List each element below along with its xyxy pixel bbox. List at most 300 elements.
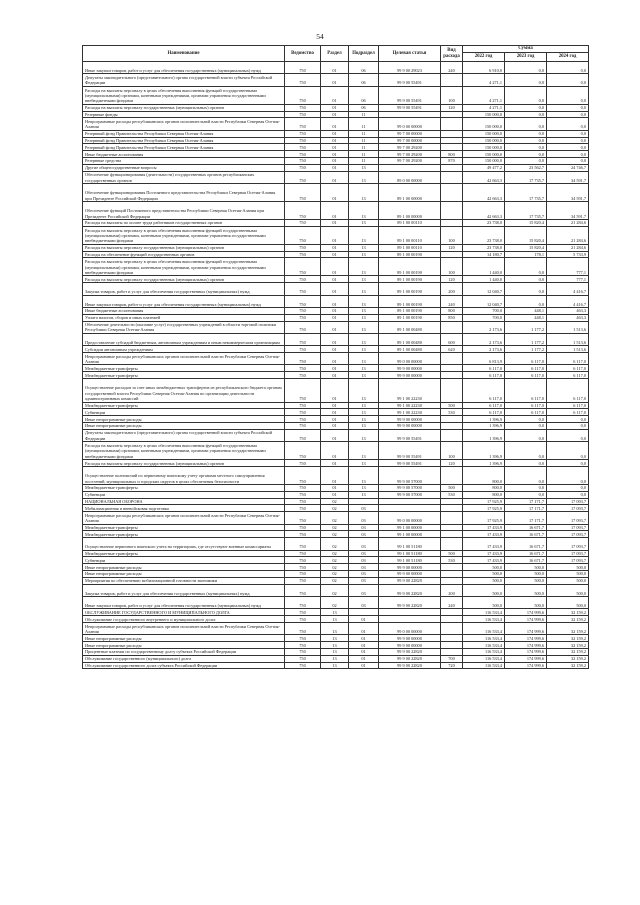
cell-amount-2022: 150 000,0	[463, 118, 505, 130]
cell-name: Обеспечение деятельности (оказание услуг) государственных учреждений в области торговой политики Республики Северная Осетия-Алания	[83, 321, 285, 333]
cell-expense-type	[441, 570, 463, 577]
cell-subsection: 13	[349, 283, 379, 295]
cell-subsection: 11	[349, 151, 379, 158]
cell-target: 99 7 00 29200	[379, 151, 441, 158]
cell-target: 99 1 00 51180	[379, 557, 441, 564]
table-row	[83, 164, 589, 171]
cell-name: Субвенции	[83, 409, 285, 416]
cell-name: Осуществление расходов за счет иных межбюджетных трансфертов из республиканского бюджета органам государственной власти Республики Северная Осетия-Алания по организации деятельности административных комиссий	[83, 379, 285, 403]
cell-target: 99 7 00 29200	[379, 144, 441, 151]
cell-expense-type: 100	[441, 86, 463, 104]
cell-amount-2024: 34 591,7	[547, 171, 589, 183]
cell-expense-type	[441, 467, 463, 485]
cell-subsection: 13	[349, 244, 379, 251]
cell-amount-2024: 21 284,6	[547, 244, 589, 251]
cell-amount-2024: 0,0	[547, 460, 589, 467]
cell-ministry: 750	[285, 491, 321, 498]
cell-expense-type	[441, 130, 463, 137]
cell-target: 89 1 00 00190	[379, 276, 441, 283]
cell-amount-2024: 34 591,7	[547, 183, 589, 201]
cell-amount-2024: 0,0	[547, 157, 589, 164]
cell-target: 99 0 00 00000	[379, 512, 441, 524]
cell-subsection: 13	[349, 164, 379, 171]
cell-amount-2022: 1 396,9	[463, 442, 505, 460]
table-body	[83, 62, 589, 669]
cell-section: 01	[321, 423, 349, 430]
table-row	[83, 276, 589, 283]
cell-name: Резервный фонд Правительства Республики Северная Осетия-Алания	[83, 137, 285, 144]
table-row	[83, 442, 589, 460]
cell-amount-2022: 17 925,9	[463, 498, 505, 505]
table-row	[83, 111, 589, 118]
cell-expense-type: 620	[441, 346, 463, 353]
cell-amount-2022: 14 180,7	[463, 251, 505, 258]
cell-section: 01	[321, 86, 349, 104]
cell-name: Резервный фонд Правительства Республики Северная Осетия-Алания	[83, 130, 285, 137]
table-row	[83, 372, 589, 379]
cell-target: 99 9 00 22820	[379, 584, 441, 596]
cell-amount-2022: 500,0	[463, 564, 505, 571]
cell-amount-2023: 178,1	[505, 251, 547, 258]
table-row	[83, 219, 589, 226]
cell-subsection: 13	[349, 460, 379, 467]
cell-amount-2022: 6 910,0	[463, 62, 505, 74]
cell-section: 13	[321, 655, 349, 662]
cell-amount-2022: 116 533,4	[463, 616, 505, 623]
cell-target: 99 9 00 22820	[379, 648, 441, 655]
cell-section: 01	[321, 467, 349, 485]
cell-name: Резервные фонды	[83, 111, 285, 118]
cell-target: 99 9 00 00000	[379, 416, 441, 423]
cell-name: Мероприятия по обеспечению мобилизационной готовности экономики	[83, 577, 285, 584]
cell-expense-type	[441, 429, 463, 441]
cell-name: Иные закупки товаров, работ и услуг для обеспечения государственных (муниципальных) нужд	[83, 596, 285, 608]
cell-section: 02	[321, 505, 349, 512]
cell-expense-type	[441, 144, 463, 151]
cell-amount-2022: 116 533,4	[463, 635, 505, 642]
cell-expense-type: 800	[441, 307, 463, 314]
header-amount: Сумма	[463, 46, 589, 53]
cell-expense-type	[441, 635, 463, 642]
cell-section: 01	[321, 151, 349, 158]
table-row	[83, 655, 589, 662]
cell-amount-2022: 17 433,9	[463, 550, 505, 557]
table-row	[83, 505, 589, 512]
cell-amount-2024: 17 093,7	[547, 557, 589, 564]
cell-subsection: 11	[349, 130, 379, 137]
cell-amount-2024: 0,0	[547, 467, 589, 485]
cell-amount-2024: 777,1	[547, 276, 589, 283]
cell-amount-2024: 32 159,2	[547, 609, 589, 616]
cell-target: 99 9 00 29023	[379, 62, 441, 74]
cell-section: 01	[321, 251, 349, 258]
cell-name: Иные бюджетные ассигнования	[83, 307, 285, 314]
cell-amount-2024: 0,0	[547, 151, 589, 158]
cell-ministry: 750	[285, 648, 321, 655]
cell-target: 89 1 00 00110	[379, 219, 441, 226]
cell-amount-2024: 32 159,2	[547, 642, 589, 649]
cell-target: 89 1 00 00480	[379, 333, 441, 345]
header-section: Раздел	[321, 46, 349, 62]
cell-amount-2022: 4 271,1	[463, 104, 505, 111]
table-row	[83, 86, 589, 104]
table-row	[83, 616, 589, 623]
cell-amount-2022: 23 738,0	[463, 219, 505, 226]
cell-expense-type: 500	[441, 550, 463, 557]
cell-amount-2023: 448,1	[505, 314, 547, 321]
cell-amount-2024: 0,0	[547, 423, 589, 430]
cell-section: 01	[321, 258, 349, 276]
cell-name: Расходы на выплаты по оплате труда работников государственных органов	[83, 219, 285, 226]
header-ministry: Ведомство	[285, 46, 321, 62]
cell-name: Обслуживание государственного (муниципального) долга	[83, 655, 285, 662]
cell-subsection	[349, 609, 379, 616]
cell-expense-type: 200	[441, 584, 463, 596]
cell-ministry: 750	[285, 442, 321, 460]
cell-section: 13	[321, 609, 349, 616]
cell-section: 01	[321, 201, 349, 219]
table-row	[83, 144, 589, 151]
cell-target	[379, 164, 441, 171]
cell-target: 89 1 00 00110	[379, 226, 441, 244]
cell-amount-2023: 0,0	[505, 429, 547, 441]
cell-amount-2023: 174 999,6	[505, 655, 547, 662]
cell-target: 89 1 00 00190	[379, 283, 441, 295]
cell-section: 01	[321, 307, 349, 314]
cell-amount-2022: 12 040,7	[463, 283, 505, 295]
cell-name: Предоставление субсидий бюджетным, автономным учреждениям и иным некоммерческим организациям	[83, 333, 285, 345]
table-row	[83, 596, 589, 608]
cell-amount-2022: 17 925,9	[463, 512, 505, 524]
cell-expense-type	[441, 219, 463, 226]
cell-amount-2024: 0,0	[547, 137, 589, 144]
cell-ministry: 750	[285, 365, 321, 372]
cell-expense-type	[441, 498, 463, 505]
cell-amount-2023: 500,0	[505, 564, 547, 571]
cell-ministry: 750	[285, 570, 321, 577]
cell-amount-2023: 500,0	[505, 596, 547, 608]
cell-amount-2023: 6 117,0	[505, 353, 547, 365]
cell-subsection: 06	[349, 62, 379, 74]
cell-amount-2023: 174 999,6	[505, 622, 547, 634]
cell-amount-2023: 0,0	[505, 62, 547, 74]
cell-name: Расходы на выплаты персоналу в целях обеспечения выполнения функций государственными (муниципальными) органами, казенными учреждениями, органами управления государственными внебюджетными фондами	[83, 86, 285, 104]
table-row	[83, 201, 589, 219]
cell-amount-2023: 174 999,6	[505, 635, 547, 642]
cell-ministry: 750	[285, 226, 321, 244]
table-row	[83, 151, 589, 158]
cell-amount-2022: 1 396,9	[463, 429, 505, 441]
cell-subsection: 13	[349, 409, 379, 416]
cell-amount-2024: 17 093,7	[547, 550, 589, 557]
page-number: 54	[316, 32, 324, 41]
cell-expense-type	[441, 183, 463, 201]
cell-amount-2024: 0,0	[547, 62, 589, 74]
cell-section: 01	[321, 365, 349, 372]
cell-ministry: 750	[285, 416, 321, 423]
cell-section: 02	[321, 512, 349, 524]
cell-section: 02	[321, 570, 349, 577]
cell-subsection: 03	[349, 577, 379, 584]
cell-amount-2024: 17 093,7	[547, 531, 589, 538]
cell-amount-2024: 0,0	[547, 485, 589, 492]
cell-expense-type: 500	[441, 402, 463, 409]
cell-subsection: 13	[349, 333, 379, 345]
cell-ministry: 750	[285, 467, 321, 485]
cell-subsection: 13	[349, 226, 379, 244]
cell-name: Обеспечение функций Постоянного представительства Республики Северная Осетия-Алания при Президенте Российской Федерации	[83, 201, 285, 219]
cell-subsection: 01	[349, 655, 379, 662]
header-year-2022: 2022 год	[463, 53, 505, 62]
table-row	[83, 622, 589, 634]
cell-expense-type	[441, 512, 463, 524]
cell-amount-2024: 6 117,0	[547, 372, 589, 379]
cell-amount-2023: 0,0	[505, 460, 547, 467]
cell-subsection: 13	[349, 442, 379, 460]
table-row	[83, 550, 589, 557]
cell-target: 99 9 00 55491	[379, 460, 441, 467]
cell-section: 01	[321, 171, 349, 183]
cell-name: Иные закупки товаров, работ и услуг для обеспечения государственных (муниципальных) нужд	[83, 295, 285, 307]
table-row	[83, 538, 589, 550]
cell-section: 02	[321, 596, 349, 608]
cell-amount-2022: 2 173,6	[463, 333, 505, 345]
cell-amount-2024: 500,0	[547, 596, 589, 608]
cell-amount-2022: 1 396,9	[463, 460, 505, 467]
cell-ministry: 750	[285, 251, 321, 258]
cell-target: 99 1 00 22230	[379, 409, 441, 416]
cell-target: 89 1 00 00190	[379, 258, 441, 276]
cell-amount-2024: 32 159,2	[547, 648, 589, 655]
table-row	[83, 171, 589, 183]
cell-ministry: 750	[285, 635, 321, 642]
cell-amount-2023: 6 117,0	[505, 372, 547, 379]
cell-amount-2023: 17 735,7	[505, 201, 547, 219]
cell-amount-2024: 0,0	[547, 118, 589, 130]
cell-amount-2024: 500,0	[547, 584, 589, 596]
cell-target: 99 9 00 22820	[379, 577, 441, 584]
cell-section: 01	[321, 416, 349, 423]
cell-section: 01	[321, 321, 349, 333]
cell-subsection: 03	[349, 538, 379, 550]
table-row	[83, 402, 589, 409]
cell-ministry: 750	[285, 183, 321, 201]
cell-target: 99 1 00 22230	[379, 379, 441, 403]
cell-ministry: 750	[285, 276, 321, 283]
cell-ministry: 750	[285, 157, 321, 164]
cell-expense-type: 120	[441, 244, 463, 251]
cell-expense-type: 700	[441, 655, 463, 662]
cell-section: 01	[321, 62, 349, 74]
cell-target: 89 1 00 00190	[379, 251, 441, 258]
cell-target: 89 1 00 00000	[379, 183, 441, 201]
table-row	[83, 74, 589, 86]
cell-section: 02	[321, 538, 349, 550]
cell-ministry: 750	[285, 321, 321, 333]
table-row	[83, 570, 589, 577]
table-row	[83, 244, 589, 251]
cell-ministry: 750	[285, 662, 321, 669]
cell-amount-2022: 6 117,0	[463, 409, 505, 416]
cell-expense-type	[441, 564, 463, 571]
cell-amount-2022: 116 533,4	[463, 622, 505, 634]
cell-subsection: 03	[349, 584, 379, 596]
cell-target: 99 7 00 00000	[379, 137, 441, 144]
cell-amount-2022: 500,0	[463, 596, 505, 608]
cell-expense-type: 120	[441, 460, 463, 467]
cell-target	[379, 505, 441, 512]
cell-amount-2023: 448,1	[505, 307, 547, 314]
cell-subsection: 03	[349, 550, 379, 557]
cell-section: 02	[321, 584, 349, 596]
cell-section: 02	[321, 557, 349, 564]
cell-amount-2022: 17 433,9	[463, 538, 505, 550]
cell-name: Субвенции	[83, 557, 285, 564]
cell-name: Иные непрограммные расходы	[83, 642, 285, 649]
cell-subsection: 11	[349, 111, 379, 118]
cell-section: 13	[321, 616, 349, 623]
cell-ministry: 750	[285, 258, 321, 276]
cell-target: 89 1 00 00480	[379, 346, 441, 353]
cell-subsection: 13	[349, 402, 379, 409]
cell-subsection: 01	[349, 648, 379, 655]
cell-amount-2024: 32 159,2	[547, 662, 589, 669]
cell-amount-2023: 16 671,7	[505, 524, 547, 531]
cell-amount-2023: 0,0	[505, 258, 547, 276]
cell-expense-type: 240	[441, 62, 463, 74]
cell-expense-type	[441, 524, 463, 531]
cell-expense-type	[441, 74, 463, 86]
cell-expense-type: 240	[441, 295, 463, 307]
cell-amount-2022: 1 440,0	[463, 258, 505, 276]
cell-expense-type	[441, 416, 463, 423]
cell-amount-2022: 150 000,0	[463, 111, 505, 118]
cell-section: 01	[321, 429, 349, 441]
cell-ministry: 750	[285, 609, 321, 616]
cell-target: 99 9 00 22820	[379, 596, 441, 608]
cell-amount-2023: 0,0	[505, 137, 547, 144]
cell-amount-2023: 1 177,2	[505, 321, 547, 333]
cell-amount-2023: 0,0	[505, 467, 547, 485]
cell-amount-2022: 49 477,2	[463, 164, 505, 171]
cell-amount-2024: 0,0	[547, 130, 589, 137]
cell-ministry: 750	[285, 505, 321, 512]
cell-target: 99 1 00 00000	[379, 531, 441, 538]
table-row	[83, 416, 589, 423]
cell-name: Субвенции	[83, 491, 285, 498]
cell-amount-2024: 463,3	[547, 307, 589, 314]
cell-amount-2023: 6 117,0	[505, 379, 547, 403]
cell-amount-2023: 174 999,6	[505, 648, 547, 655]
cell-expense-type: 200	[441, 283, 463, 295]
cell-subsection	[349, 498, 379, 505]
cell-subsection: 13	[349, 314, 379, 321]
cell-section: 13	[321, 635, 349, 642]
cell-subsection: 13	[349, 429, 379, 441]
cell-subsection: 13	[349, 171, 379, 183]
cell-target: 89 1 00 00190	[379, 307, 441, 314]
table-row	[83, 62, 589, 74]
cell-ministry: 750	[285, 409, 321, 416]
cell-expense-type: 530	[441, 557, 463, 564]
table-row	[83, 104, 589, 111]
cell-ministry: 750	[285, 564, 321, 571]
cell-amount-2022: 500,0	[463, 570, 505, 577]
cell-section: 01	[321, 164, 349, 171]
cell-amount-2023: 0,0	[505, 157, 547, 164]
cell-name: Субсидии автономным учреждениям	[83, 346, 285, 353]
cell-target: 99 9 00 00000	[379, 423, 441, 430]
cell-expense-type: 850	[441, 314, 463, 321]
cell-amount-2022: 116 533,4	[463, 642, 505, 649]
table-row	[83, 295, 589, 307]
cell-amount-2024: 5 733,9	[547, 251, 589, 258]
cell-target: 89 0 00 00000	[379, 171, 441, 183]
cell-amount-2022: 700,0	[463, 307, 505, 314]
cell-amount-2024: 500,0	[547, 564, 589, 571]
cell-ministry: 750	[285, 642, 321, 649]
cell-subsection: 13	[349, 321, 379, 333]
cell-name: Непрограммные расходы республиканских органов исполнительной власти Республики Северная Осетия-Алания	[83, 118, 285, 130]
cell-expense-type: 530	[441, 409, 463, 416]
table-row	[83, 498, 589, 505]
cell-section: 01	[321, 104, 349, 111]
cell-section: 02	[321, 531, 349, 538]
cell-subsection: 01	[349, 662, 379, 669]
cell-amount-2023: 500,0	[505, 584, 547, 596]
cell-expense-type	[441, 538, 463, 550]
cell-subsection: 13	[349, 416, 379, 423]
cell-subsection: 13	[349, 307, 379, 314]
cell-amount-2022: 17 433,9	[463, 531, 505, 538]
cell-ministry: 750	[285, 104, 321, 111]
cell-amount-2023: 6 117,0	[505, 409, 547, 416]
table-row	[83, 648, 589, 655]
cell-target: 99 9 00 00000	[379, 635, 441, 642]
cell-target: 99 9 00 00000	[379, 564, 441, 571]
cell-amount-2022: 17 925,9	[463, 505, 505, 512]
cell-amount-2022: 800,0	[463, 485, 505, 492]
cell-ministry: 750	[285, 402, 321, 409]
cell-amount-2022: 6 117,0	[463, 379, 505, 403]
cell-amount-2022: 42 663,3	[463, 183, 505, 201]
cell-target: 99 1 00 51180	[379, 550, 441, 557]
cell-target: 99 9 00 55491	[379, 104, 441, 111]
cell-amount-2024: 0,0	[547, 416, 589, 423]
cell-amount-2024: 21 284,6	[547, 226, 589, 244]
cell-section: 01	[321, 409, 349, 416]
cell-amount-2024: 17 093,7	[547, 505, 589, 512]
cell-amount-2024: 0,0	[547, 74, 589, 86]
cell-subsection: 01	[349, 616, 379, 623]
cell-amount-2022: 42 663,3	[463, 171, 505, 183]
cell-target: 99 9 00 55491	[379, 442, 441, 460]
cell-section: 01	[321, 491, 349, 498]
cell-expense-type	[441, 648, 463, 655]
cell-subsection: 03	[349, 557, 379, 564]
cell-ministry: 750	[285, 171, 321, 183]
cell-amount-2024: 0,0	[547, 86, 589, 104]
cell-subsection: 13	[349, 346, 379, 353]
cell-section: 01	[321, 144, 349, 151]
table-header	[83, 46, 589, 62]
cell-amount-2024: 6 117,0	[547, 402, 589, 409]
cell-amount-2023: 0,0	[505, 283, 547, 295]
table-row	[83, 609, 589, 616]
cell-ministry: 750	[285, 144, 321, 151]
cell-amount-2023: 0,0	[505, 423, 547, 430]
cell-expense-type	[441, 137, 463, 144]
